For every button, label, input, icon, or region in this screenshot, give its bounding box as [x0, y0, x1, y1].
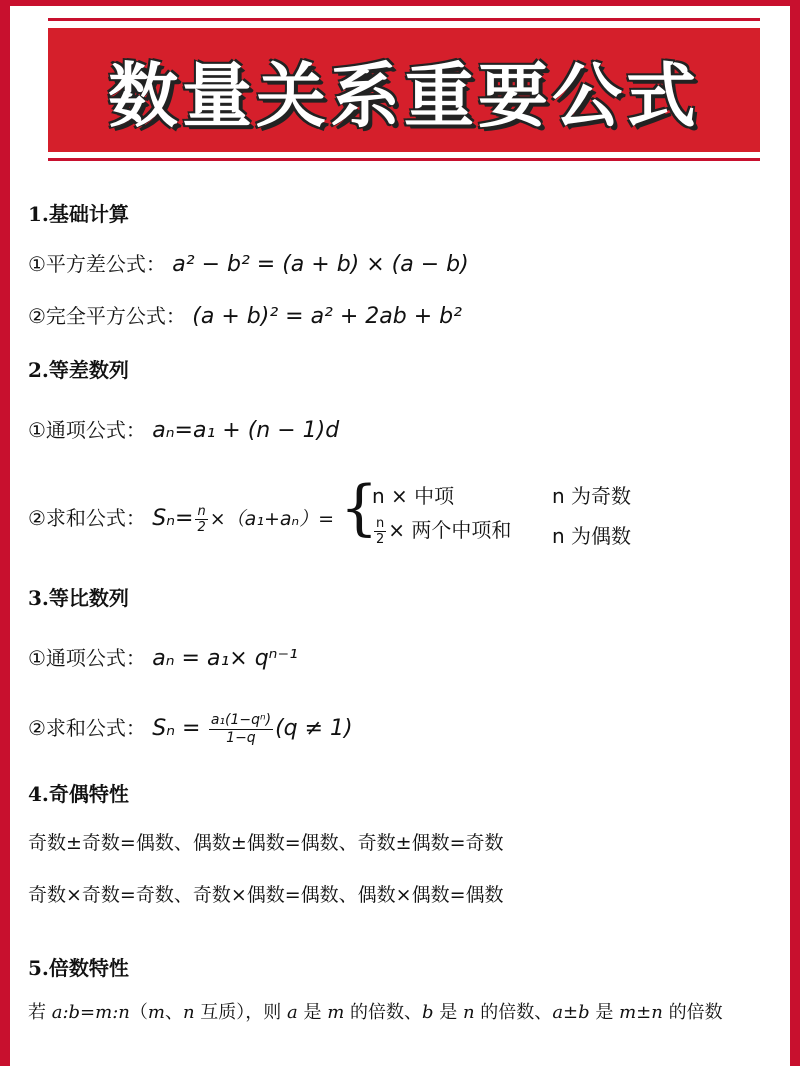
var: m±n	[619, 1002, 663, 1023]
formula-expr: a² − b² = (a + b) × (a − b)	[172, 252, 469, 277]
multiple-rule	[28, 998, 723, 1024]
title-banner	[48, 18, 760, 166]
case-odd-expr: n × 中项	[372, 484, 455, 508]
text-part: 的倍数、	[344, 1002, 422, 1023]
var: a:b=m:n	[51, 1002, 130, 1023]
var: a	[287, 1002, 298, 1023]
sum-cases	[340, 470, 760, 552]
var: n	[462, 1002, 475, 1023]
parity-rule-mult: 奇数×奇数=奇数、奇数×偶数=偶数、偶数×偶数=偶数	[28, 884, 504, 906]
formula-arith-general	[28, 414, 339, 443]
fraction-denominator: 1−q	[226, 730, 256, 746]
formula-prefix: Sₙ=	[152, 506, 194, 531]
var: b	[422, 1002, 434, 1023]
text-part: （	[129, 1002, 148, 1023]
fraction	[195, 504, 207, 535]
text-part: 是	[433, 1002, 463, 1023]
case-odd-cond: n 为奇数	[552, 484, 632, 508]
formula-label: ②求和公式：	[28, 506, 146, 530]
banner-top-line	[48, 18, 760, 21]
formula-label: ②求和公式：	[28, 716, 146, 740]
formula-label: ①通项公式：	[28, 646, 146, 670]
formula-label: ②完全平方公式：	[28, 304, 186, 328]
case-even	[372, 514, 511, 547]
case-even-expr: × 两个中项和	[388, 518, 512, 542]
section-heading-basic: 1.基础计算	[28, 202, 129, 226]
page-title: 数量关系重要公式	[108, 54, 700, 137]
fraction-numerator: a₁(1−qⁿ)	[210, 712, 272, 728]
formula-suffix: (q ≠ 1)	[275, 716, 353, 741]
fraction-denominator: 2	[197, 520, 206, 535]
text-part: 的倍数、	[474, 1002, 553, 1023]
formula-diff-of-squares	[28, 248, 469, 277]
text-part: 是	[297, 1002, 328, 1023]
var: n	[182, 1002, 195, 1023]
formula-geo-general	[28, 642, 298, 671]
formula-expr: (a + b)² = a² + 2ab + b²	[192, 304, 462, 329]
formula-geo-sum	[28, 712, 353, 747]
var: m	[327, 1002, 345, 1023]
text-part: 互质），则	[194, 1002, 287, 1023]
banner-bottom-line	[48, 158, 760, 161]
left-brace: {	[340, 473, 379, 543]
text-part: 、	[164, 1002, 183, 1023]
section-heading-geometric: 3.等比数列	[28, 586, 129, 610]
fraction	[374, 516, 386, 547]
var: a±b	[552, 1002, 590, 1023]
formula-suffix: ×（a₁+aₙ）=	[209, 508, 335, 530]
title-box	[48, 28, 760, 152]
formula-arith-sum	[28, 502, 334, 535]
formula-expr: aₙ=a₁ + (n − 1)d	[152, 418, 340, 443]
formula-label: ①平方差公式：	[28, 252, 166, 276]
fraction-numerator: n	[195, 504, 207, 520]
fraction-numerator: n	[374, 516, 386, 532]
var: m	[147, 1002, 165, 1023]
section-heading-arithmetic: 2.等差数列	[28, 358, 129, 382]
formula-label: ①通项公式：	[28, 418, 146, 442]
formula-perfect-square	[28, 300, 462, 329]
formula-expr: aₙ = a₁× qⁿ⁻¹	[152, 646, 298, 671]
text-part: 是	[589, 1002, 620, 1023]
text-part: 的倍数	[662, 1002, 723, 1023]
fraction-denominator: 2	[376, 532, 385, 547]
parity-rule-add: 奇数±奇数=偶数、偶数±偶数=偶数、奇数±偶数=奇数	[28, 832, 504, 854]
section-heading-multiple: 5.倍数特性	[28, 956, 129, 980]
text-part: 若	[28, 1002, 52, 1023]
fraction	[209, 712, 273, 747]
section-heading-parity: 4.奇偶特性	[28, 782, 129, 806]
formula-prefix: Sₙ =	[152, 716, 201, 741]
case-even-cond: n 为偶数	[552, 524, 632, 548]
